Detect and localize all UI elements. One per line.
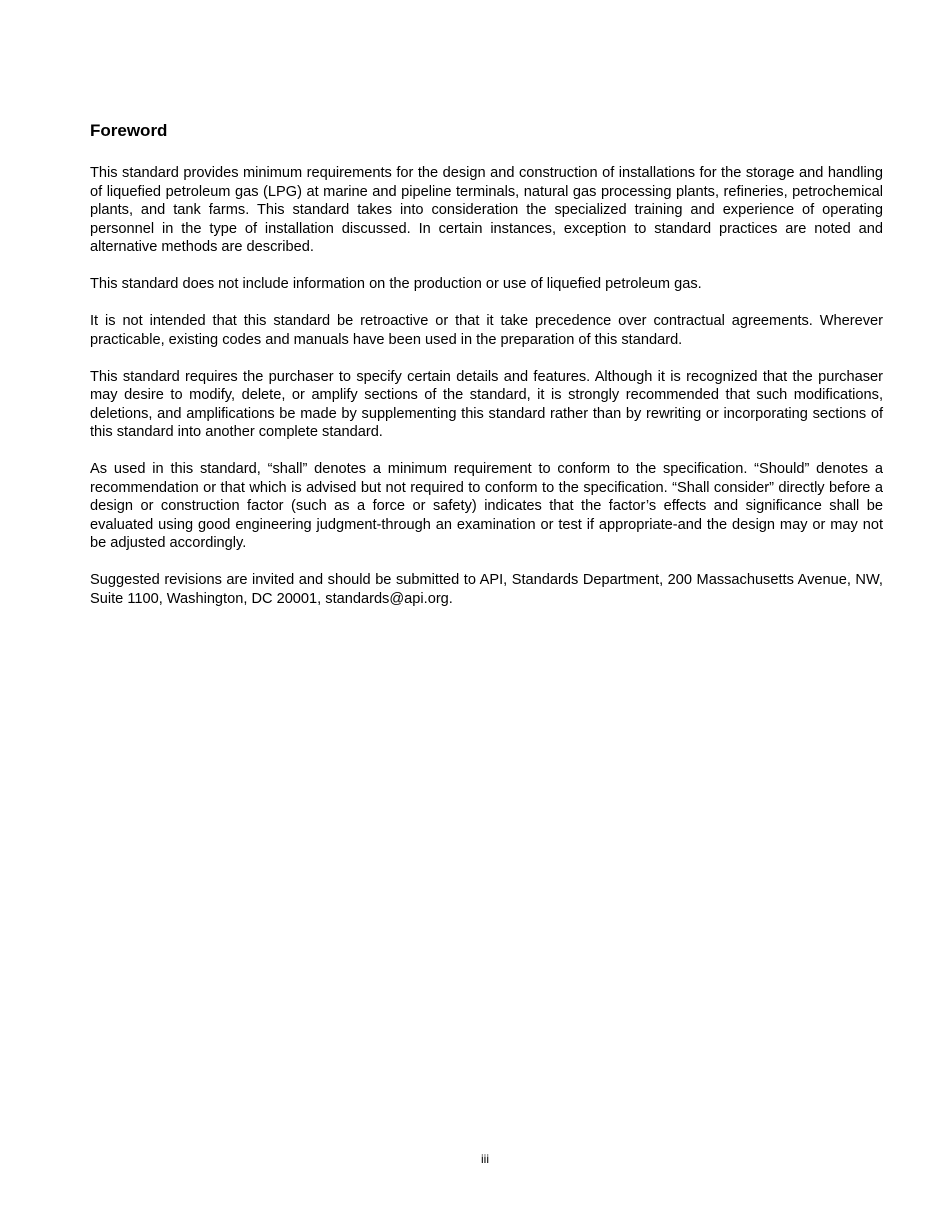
- paragraph-revisions: Suggested revisions are invited and should be submitted to API, Standards Department, 200 Massachusetts Avenue, NW, Suite 1100, Washington, DC 20001, standards@api.org.: [90, 572, 883, 607]
- page-number: iii: [481, 1152, 489, 1166]
- paragraph-exclusion: This standard does not include information on the production or use of liquefied petroleum gas.: [90, 276, 702, 292]
- document-page: [90, 120, 883, 627]
- paragraph-scope: This standard provides minimum requirements for the design and construction of installations for the storage and handling of liquefied petroleum gas (LPG) at marine and pipeline terminals, natural gas processing plants, refineries, petrochemical plants, and tank farms. This standard takes into consideration the specialized training and experience of operating personnel in the type of installation discussed. In certain instances, exception to standard practices are noted and alternative methods are described.: [90, 165, 883, 255]
- paragraph-purchaser: This standard requires the purchaser to specify certain details and features. Although it is recognized that the purchaser may desire to modify, delete, or amplify sections of the standard, it is strongly recommended that such modifications, deletions, and amplifications be made by supplementing this standard rather than by rewriting or incorporating sections of this standard into another complete standard.: [90, 368, 883, 440]
- paragraph-retroactivity: It is not intended that this standard be retroactive or that it take precedence over contractual agreements. Wherever practicable, existing codes and manuals have been used in the preparation of this standard.: [90, 313, 883, 348]
- paragraph-definitions: As used in this standard, “shall” denotes a minimum requirement to conform to the specification. “Should” denotes a recommendation or that which is advised but not required to conform to the specification. “Shall consider” directly before a design or construction factor (such as a force or safety) indicates that the factor’s effects and significance shall be evaluated using good engineering judgment-through an examination or test if appropriate-and the design may or may not be adjusted accordingly.: [90, 461, 883, 551]
- section-heading: Foreword: [90, 121, 168, 140]
